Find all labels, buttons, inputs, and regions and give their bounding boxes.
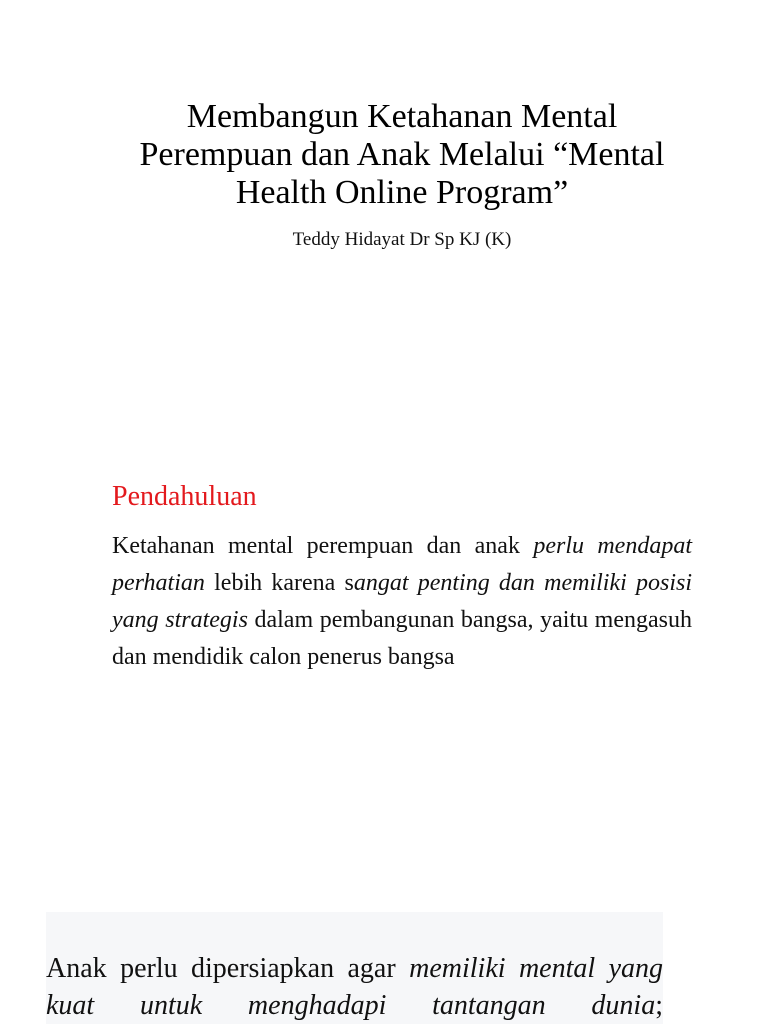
intro-italic-2: angat penting dan memiliki posisi yang strategis bbox=[112, 570, 692, 633]
title-line-2: Perempuan dan Anak Melalui “Mental bbox=[139, 136, 665, 173]
intro-text-2: lebih karena s bbox=[204, 570, 354, 596]
intro-paragraph bbox=[112, 528, 692, 676]
intro-text-1: Ketahanan mental perempuan dan anak bbox=[112, 533, 534, 559]
document-title bbox=[0, 98, 768, 212]
intro-italic-1: perlu mendapat perhatian bbox=[112, 533, 693, 596]
intro-text-3: dalam pembangunan bangsa, yaitu mengasuh dan mendidik calon penerus bangsa bbox=[112, 607, 692, 670]
next-slide-italic: memiliki mental yang kuat untuk menghadapi tantangan dunia bbox=[46, 953, 663, 1021]
author-name: Teddy Hidayat Dr Sp KJ (K) bbox=[292, 229, 512, 250]
title-line-3: Health Online Program” bbox=[235, 174, 569, 211]
next-slide-paragraph bbox=[46, 950, 663, 1024]
next-slide-text-2: ; bbox=[655, 990, 663, 1021]
section-heading: Pendahuluan bbox=[112, 481, 257, 512]
next-slide-text-1: Anak perlu dipersiapkan agar bbox=[46, 953, 410, 984]
title-line-1: Membangun Ketahanan Mental bbox=[186, 98, 618, 135]
